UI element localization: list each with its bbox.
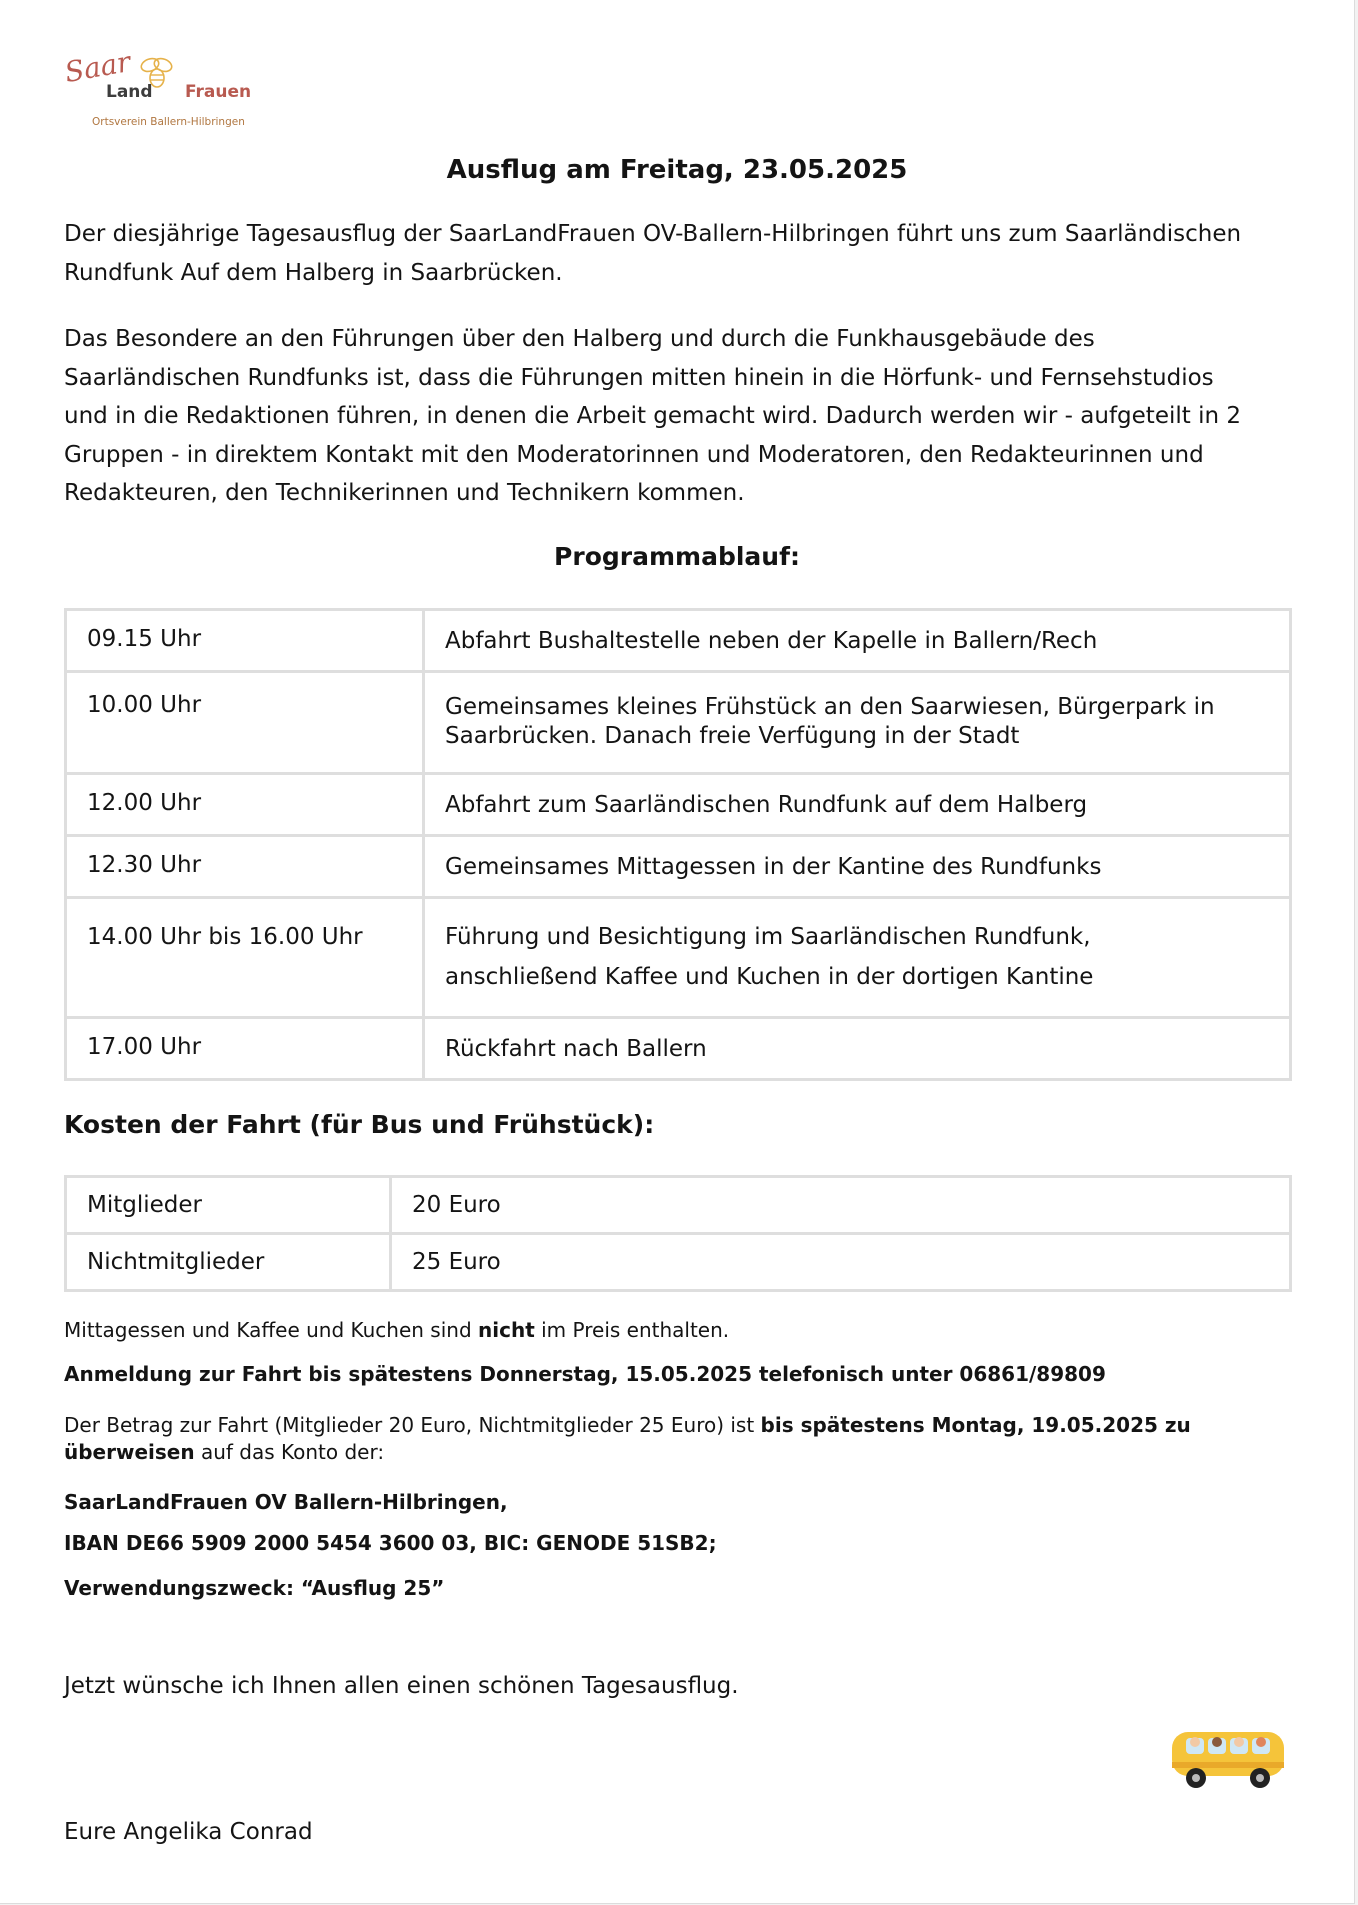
account-name: SaarLandFrauen OV Ballern-Hilbringen,	[64, 1490, 508, 1514]
intro-line: Rundfunk Auf dem Halberg in Saarbrücken.	[64, 259, 563, 286]
registration-note: Anmeldung zur Fahrt bis spätestens Donnerstag, 15.05.2025 telefonisch unter 06861/89809	[64, 1362, 1106, 1386]
logo-frauen-text: Frauen	[185, 82, 252, 102]
meal-note: Mittagessen und Kaffee und Kuchen sind nicht im Preis enthalten.	[64, 1318, 730, 1342]
costs-heading: Kosten der Fahrt (für Bus und Frühstück):	[64, 1110, 655, 1139]
description-line: Gruppen - in direktem Kontakt mit den Moderatorinnen und Moderatoren, den Redakteurinnen und	[64, 441, 1204, 468]
program-description: Gemeinsames kleines Frühstück an den Saarwiesen, Bürgerpark in Saarbrücken. Danach freie Verfügung in der Stadt	[424, 672, 1291, 774]
program-description: Abfahrt Bushaltestelle neben der Kapelle in Ballern/Rech	[424, 610, 1291, 672]
table-row	[66, 836, 1291, 898]
program-table	[64, 608, 1292, 1081]
logo-script-text: Saar	[62, 45, 133, 89]
program-description: Gemeinsames Mittagessen in der Kantine des Rundfunks	[424, 836, 1291, 898]
program-time: 12.30 Uhr	[66, 836, 424, 898]
program-description: Rückfahrt nach Ballern	[424, 1018, 1291, 1080]
program-time: 14.00 Uhr bis 16.00 Uhr	[66, 898, 424, 1018]
table-row	[66, 898, 1291, 1018]
cost-label: Mitglieder	[66, 1177, 391, 1234]
page-title: Ausflug am Freitag, 23.05.2025	[446, 155, 908, 185]
program-time: 17.00 Uhr	[66, 1018, 424, 1080]
logo-subtitle: Ortsverein Ballern-Hilbringen	[92, 116, 245, 128]
table-row	[66, 672, 1291, 774]
table-row	[66, 774, 1291, 836]
program-time: 09.15 Uhr	[66, 610, 424, 672]
payment-note: Der Betrag zur Fahrt (Mitglieder 20 Euro, Nichtmitglieder 25 Euro) ist bis spätestens Montag, 19.05.2025 zu überweisen auf das Konto der:	[64, 1413, 1191, 1464]
cost-value: 25 Euro	[391, 1234, 1291, 1291]
logo-land-text: Land	[106, 82, 153, 102]
program-time: 12.00 Uhr	[66, 774, 424, 836]
costs-table	[64, 1175, 1292, 1292]
description-line: Redakteuren, den Technikerinnen und Technikern kommen.	[64, 480, 745, 506]
intro-paragraph	[64, 215, 1304, 292]
program-heading: Programmablauf:	[554, 542, 800, 571]
payment-purpose: Verwendungszweck: “Ausflug 25”	[64, 1576, 445, 1600]
cost-label: Nichtmitglieder	[66, 1234, 391, 1291]
iban-line: IBAN DE66 5909 2000 5454 3600 03, BIC: GENODE 51SB2;	[64, 1531, 717, 1555]
table-row	[66, 610, 1291, 672]
table-row	[66, 1177, 1291, 1234]
school-bus-icon	[1168, 1722, 1294, 1794]
description-line: und in die Redaktionen führen, in denen die Arbeit gemacht wird. Dadurch werden wir - aufgeteilt in 2	[64, 403, 1241, 429]
program-time: 10.00 Uhr	[66, 672, 424, 774]
table-row	[66, 1234, 1291, 1291]
signature: Eure Angelika Conrad	[64, 1819, 313, 1845]
closing-text: Jetzt wünsche ich Ihnen allen einen schönen Tagesausflug.	[64, 1673, 739, 1699]
description-line: Das Besondere an den Führungen über den Halberg und durch die Funkhausgebäude des	[64, 326, 1095, 352]
table-row	[66, 1018, 1291, 1080]
description-paragraph	[64, 320, 1304, 513]
program-description: Abfahrt zum Saarländischen Rundfunk auf dem Halberg	[424, 774, 1291, 836]
intro-line: Der diesjährige Tagesausflug der SaarLandFrauen OV-Ballern-Hilbringen führt uns zum Saarländischen	[64, 221, 1242, 247]
description-line: Saarländischen Rundfunks ist, dass die Führungen mitten hinein in die Hörfunk- und Fernsehstudios	[64, 364, 1214, 391]
program-description: Führung und Besichtigung im Saarländischen Rundfunk, anschließend Kaffee und Kuchen in der dortigen Kantine	[424, 898, 1291, 1018]
cost-value: 20 Euro	[391, 1177, 1291, 1234]
